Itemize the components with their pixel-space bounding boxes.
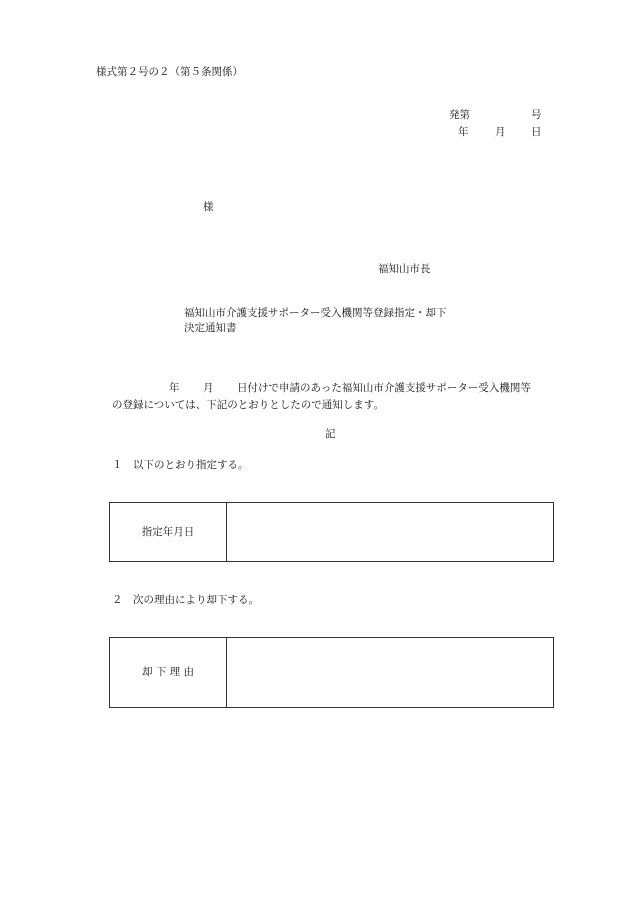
document-title-line2: 決定通知書 <box>184 322 237 335</box>
issue-date-year: 年 <box>458 126 469 138</box>
issue-date-day: 日 <box>531 126 542 138</box>
rejection-reason-label: 却 下 理 由 <box>110 638 227 707</box>
document-title <box>184 306 504 336</box>
issue-number-label: 発第 <box>449 109 470 121</box>
rejection-reason-table <box>109 637 554 708</box>
form-number: 様式第２号の２（第５条関係） <box>96 66 243 78</box>
ki-heading: 記 <box>325 428 336 440</box>
body-line1: 日付けで申請のあった福知山市介護支援サポーター受入機関等 <box>237 382 531 394</box>
designation-date-label: 指定年月日 <box>110 503 227 561</box>
recipient-honorific: 様 <box>203 201 214 213</box>
document-title-line1: 福知山市介護支援サポーター受入機関等登録指定・却下 <box>184 307 447 319</box>
body-line2: の登録については、下記のとおりとしたので通知します。 <box>112 399 384 411</box>
issue-date-month: 月 <box>495 126 506 138</box>
item-2-heading: ２ 次の理由により却下する。 <box>112 594 259 606</box>
item-1-heading: １ 以下のとおり指定する。 <box>112 459 249 471</box>
body-year: 年 <box>169 382 180 394</box>
rejection-reason-value <box>227 638 553 707</box>
designation-date-value <box>227 503 553 561</box>
body-month: 月 <box>203 382 214 394</box>
designation-date-table <box>109 502 554 562</box>
issue-number-suffix: 号 <box>531 109 542 121</box>
sender-name: 福知山市長 <box>378 263 431 275</box>
